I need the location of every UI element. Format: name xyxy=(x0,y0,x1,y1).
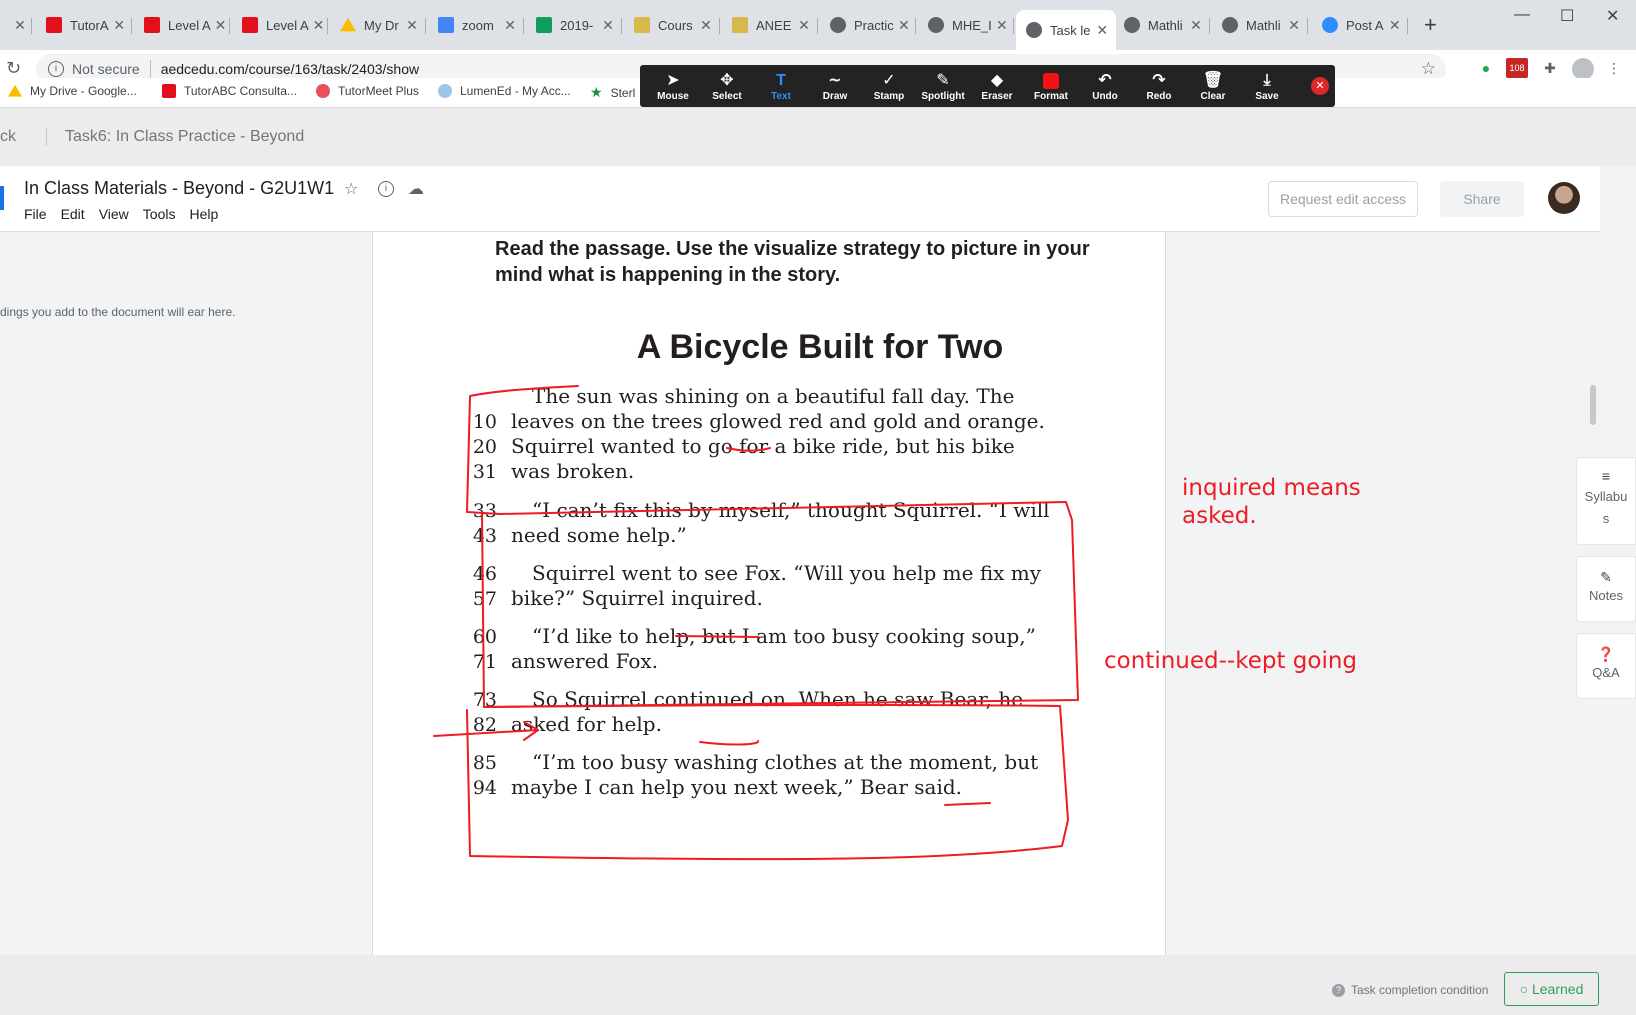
notes-button[interactable] xyxy=(1576,556,1636,622)
mouse-icon: ➤ xyxy=(666,71,680,89)
tab-title: My Dr xyxy=(364,17,399,33)
story-title: A Bicycle Built for Two xyxy=(636,328,1004,366)
globe-icon xyxy=(928,17,944,33)
passage-line xyxy=(453,624,1036,648)
maximize-icon[interactable]: ☐ xyxy=(1560,8,1575,25)
annotate-tool-undo[interactable] xyxy=(1078,71,1132,102)
tool-label: Save xyxy=(1255,90,1279,102)
share-button[interactable]: Share xyxy=(1440,181,1524,217)
qa-button[interactable] xyxy=(1576,633,1636,699)
avatar[interactable] xyxy=(1548,182,1580,214)
note-line: inquired means xyxy=(1182,475,1361,501)
close-tab-icon[interactable]: ✕ xyxy=(798,16,810,33)
stamp-icon: ✓ xyxy=(882,71,896,89)
browser-tab-strip xyxy=(0,0,1636,50)
line-text: answered Fox. xyxy=(511,649,659,673)
close-tab-icon[interactable]: ✕ xyxy=(996,16,1008,33)
tab-title: Cours xyxy=(658,17,693,33)
tab-separator xyxy=(1307,18,1308,34)
passage-line xyxy=(453,750,1038,774)
document-title[interactable]: In Class Materials - Beyond - G2U1W1 xyxy=(24,178,335,198)
document-body xyxy=(0,232,1600,955)
tutorabc-icon xyxy=(46,17,62,33)
line-number: 85 xyxy=(472,752,497,774)
document-menu xyxy=(24,206,218,222)
tab-8[interactable] xyxy=(820,10,916,40)
task-footer xyxy=(0,955,1636,1015)
tab-7[interactable] xyxy=(722,10,818,40)
tab-4[interactable] xyxy=(428,10,524,40)
annotate-tool-clear[interactable] xyxy=(1186,71,1240,102)
close-tab-icon[interactable]: ✕ xyxy=(214,16,227,33)
globe-icon xyxy=(830,17,846,33)
annotate-tool-text[interactable] xyxy=(754,71,808,102)
pencil-icon: ✎ xyxy=(1600,569,1612,585)
line-text: So Squirrel continued on. When he saw Bear, he xyxy=(532,687,1024,711)
passage-line xyxy=(453,712,662,736)
star-icon: ★ xyxy=(590,84,603,100)
tab-title: Level A xyxy=(168,17,211,33)
passage-line xyxy=(453,523,687,547)
course-icon xyxy=(634,17,650,33)
google-drive-icon xyxy=(8,84,22,98)
passage-line xyxy=(453,649,658,673)
tool-label: Redo xyxy=(1146,90,1172,102)
annotate-tool-select[interactable] xyxy=(700,71,754,102)
circle-icon: ○ xyxy=(1519,981,1529,997)
tab-separator xyxy=(229,18,230,34)
tutorabc-icon xyxy=(162,84,176,98)
reload-icon[interactable]: ↻ xyxy=(6,58,22,78)
tool-label: Draw xyxy=(822,90,848,102)
note-line: asked. xyxy=(1182,503,1257,529)
line-number: 43 xyxy=(472,525,497,547)
bookmark-tutormeet[interactable] xyxy=(316,84,419,98)
docs-logo-icon[interactable] xyxy=(0,186,4,210)
line-text: “I’d like to help, but I am too busy cooking soup,” xyxy=(532,624,1036,648)
tab-separator xyxy=(131,18,132,34)
format-icon xyxy=(1043,73,1059,89)
passage-line xyxy=(453,498,1050,522)
close-tab-icon[interactable]: ✕ xyxy=(602,16,614,33)
star-icon[interactable]: ☆ xyxy=(344,181,359,198)
extensions-icon[interactable]: ✚ xyxy=(1544,59,1556,76)
passage-line xyxy=(453,775,962,799)
tutorabc-icon xyxy=(144,17,160,33)
line-text: leaves on the trees glowed red and gold and orange. xyxy=(511,409,1045,433)
extension-badge: 108 xyxy=(1509,63,1525,73)
tab-partial[interactable] xyxy=(0,10,32,40)
annotate-tool-save[interactable] xyxy=(1240,71,1294,102)
document-page xyxy=(372,232,1166,955)
google-docs-icon xyxy=(438,17,454,33)
line-number: 57 xyxy=(472,588,497,610)
tool-label: Text xyxy=(771,90,791,102)
bookmark-label: LumenEd - My Acc... xyxy=(460,84,571,98)
tool-label: Eraser xyxy=(981,90,1013,102)
completion-label: Task completion condition xyxy=(1351,983,1489,997)
task-completion-condition[interactable] xyxy=(1332,983,1488,997)
passage-line xyxy=(453,384,1014,408)
tab-title: Post A xyxy=(1346,17,1384,33)
line-number: 10 xyxy=(472,411,497,433)
tab-6[interactable] xyxy=(624,10,720,40)
line-text: maybe I can help you next week,” Bear said. xyxy=(511,775,963,799)
bookmark-label: TutorMeet Plus xyxy=(338,84,419,98)
outline-hint: dings you add to the document will ear here. xyxy=(0,305,236,319)
tool-label: Undo xyxy=(1092,90,1118,102)
chrome-menu-icon[interactable]: ⋮ xyxy=(1607,59,1621,76)
tab-title: MHE_I xyxy=(952,17,992,33)
menu-view[interactable]: View xyxy=(98,206,129,222)
help-icon: ? xyxy=(1332,984,1345,997)
line-number: 71 xyxy=(472,651,497,673)
cloud-status-icon[interactable]: ☁ xyxy=(408,181,424,198)
tab-2[interactable] xyxy=(232,10,328,40)
redo-icon: ↷ xyxy=(1152,71,1166,89)
tool-label: Stamp xyxy=(873,90,905,102)
bookmark-lumened[interactable] xyxy=(438,84,571,98)
save-icon: ⤓ xyxy=(1263,71,1271,89)
eraser-icon: ◆ xyxy=(990,71,1004,89)
tab-1[interactable] xyxy=(134,10,230,40)
tab-separator xyxy=(425,18,426,34)
globe-icon xyxy=(1222,17,1238,33)
learned-label: Learned xyxy=(1531,981,1584,997)
syllabus-label: Syllabus xyxy=(1584,489,1628,526)
annotate-tool-format[interactable] xyxy=(1024,71,1078,102)
tutormeet-icon xyxy=(316,84,330,98)
tool-label: Mouse xyxy=(657,90,689,102)
line-text: need some help.” xyxy=(511,523,687,547)
annotate-tool-draw[interactable] xyxy=(808,71,862,102)
bookmark-tutorabc[interactable] xyxy=(162,84,297,98)
tab-11[interactable] xyxy=(1114,10,1210,40)
bookmark-label: Sterl xyxy=(610,85,636,100)
line-text: The sun was shining on a beautiful fall day. The xyxy=(532,384,1015,408)
task-header xyxy=(0,108,1636,166)
line-text: bike?” Squirrel inquired. xyxy=(511,586,763,610)
google-drive-icon xyxy=(340,17,356,33)
profile-icon[interactable] xyxy=(1572,58,1594,80)
tool-label: Clear xyxy=(1200,90,1226,102)
evernote-icon[interactable]: ● xyxy=(1481,60,1491,76)
tab-separator xyxy=(915,18,916,34)
passage-line xyxy=(453,586,763,610)
close-tab-icon[interactable]: ✕ xyxy=(700,16,712,33)
close-tab-icon[interactable]: ✕ xyxy=(113,16,126,33)
tab-10[interactable] xyxy=(1016,10,1116,50)
bookmark-label: My Drive - Google... xyxy=(30,84,137,98)
lumened-icon xyxy=(438,84,452,98)
tab-12[interactable] xyxy=(1212,10,1308,40)
line-text: asked for help. xyxy=(511,712,662,736)
info-icon[interactable]: i xyxy=(48,61,64,77)
annotation-note-continued: continued--kept going xyxy=(1104,648,1358,674)
close-tab-icon[interactable]: ✕ xyxy=(312,16,325,33)
tab-separator xyxy=(523,18,524,34)
tab-separator xyxy=(1407,18,1408,34)
minimize-icon[interactable]: — xyxy=(1514,6,1530,23)
passage-line xyxy=(453,459,634,483)
header-divider xyxy=(46,128,47,146)
qa-label: Q&A xyxy=(1592,665,1620,680)
annotation-note-inquired xyxy=(1182,474,1361,530)
tab-separator xyxy=(1209,18,1210,34)
line-number: 73 xyxy=(472,689,497,711)
passage-line xyxy=(453,434,1015,458)
undo-icon: ↶ xyxy=(1098,71,1112,89)
line-number: 94 xyxy=(472,777,497,799)
clear-icon: 🗑 xyxy=(1202,71,1224,89)
passage-line xyxy=(453,409,1045,433)
annotate-tool-mouse[interactable] xyxy=(646,71,700,102)
tab-title: 2019- xyxy=(560,17,594,33)
menu-icon: ≡ xyxy=(1601,468,1611,484)
tutorabc-icon xyxy=(242,17,258,33)
tool-label: Spotlight xyxy=(921,90,965,102)
tab-5[interactable] xyxy=(526,10,622,40)
close-tab-icon[interactable]: ✕ xyxy=(504,16,516,33)
line-text: “I’m too busy washing clothes at the moment, but xyxy=(532,750,1039,774)
menu-tools[interactable]: Tools xyxy=(142,206,176,222)
tab-title: Mathli xyxy=(1148,17,1183,33)
tab-separator xyxy=(327,18,328,34)
annotate-tool-stamp[interactable] xyxy=(862,71,916,102)
calendar-extension-icon[interactable] xyxy=(1506,58,1528,78)
bookmark-my-drive[interactable] xyxy=(8,84,137,98)
close-tab-icon[interactable]: ✕ xyxy=(14,16,26,33)
zoom-icon xyxy=(1322,17,1338,33)
course-icon xyxy=(732,17,748,33)
document-header xyxy=(0,166,1600,232)
tab-separator xyxy=(621,18,622,34)
bookmark-star-icon[interactable]: ☆ xyxy=(1420,59,1436,78)
line-number: 31 xyxy=(472,461,497,483)
line-number: 33 xyxy=(472,500,497,522)
tab-title: Task le xyxy=(1050,22,1091,38)
url-text[interactable]: aedcedu.com/course/163/task/2403/show xyxy=(160,61,420,77)
select-icon: ✥ xyxy=(720,71,734,89)
close-tab-icon[interactable]: ✕ xyxy=(1288,16,1300,33)
address-divider xyxy=(150,60,151,78)
annotate-tool-redo[interactable] xyxy=(1132,71,1186,102)
notes-label: Notes xyxy=(1589,588,1623,603)
close-annotate-icon[interactable]: ✕ xyxy=(1311,77,1329,95)
line-number: 46 xyxy=(472,563,497,585)
line-text: Squirrel went to see Fox. “Will you help me fix my xyxy=(532,561,1042,585)
menu-edit[interactable]: Edit xyxy=(60,206,85,222)
close-tab-icon[interactable]: ✕ xyxy=(406,16,418,33)
learned-button[interactable] xyxy=(1504,972,1599,1006)
line-number: 82 xyxy=(472,714,497,736)
tab-separator xyxy=(1013,18,1014,34)
scrollbar-thumb[interactable] xyxy=(1590,385,1596,425)
passage-line xyxy=(453,687,1023,711)
draw-icon: ∼ xyxy=(828,71,842,89)
question-icon: ❓ xyxy=(1597,646,1615,662)
globe-icon xyxy=(1026,22,1042,38)
tool-label: Format xyxy=(1034,90,1068,102)
line-text: Squirrel wanted to go for a bike ride, but his bike xyxy=(511,434,1015,458)
tab-title: TutorA xyxy=(70,17,109,33)
new-tab-button[interactable]: + xyxy=(1424,12,1437,37)
close-window-icon[interactable]: ✕ xyxy=(1606,8,1620,25)
tab-title: Practic xyxy=(854,17,894,33)
menu-file[interactable]: File xyxy=(24,206,47,222)
annotate-tool-spotlight[interactable] xyxy=(916,71,970,102)
annotate-toolbar xyxy=(640,65,1335,107)
syllabus-button[interactable] xyxy=(1576,457,1636,545)
info-icon[interactable]: i xyxy=(378,181,394,197)
google-sheets-icon xyxy=(536,17,552,33)
tab-separator xyxy=(719,18,720,34)
bookmark-sterl[interactable] xyxy=(590,84,635,101)
globe-icon xyxy=(1124,17,1140,33)
tab-separator xyxy=(817,18,818,34)
tool-label: Select xyxy=(712,90,742,102)
tab-9[interactable] xyxy=(918,10,1014,40)
close-tab-icon[interactable]: ✕ xyxy=(898,16,910,33)
annotate-tool-eraser[interactable] xyxy=(970,71,1024,102)
close-tab-icon[interactable]: ✕ xyxy=(1388,16,1401,33)
menu-help[interactable]: Help xyxy=(189,206,219,222)
tab-title: Mathli xyxy=(1246,17,1281,33)
passage-instruction: Read the passage. Use the visualize strategy to picture in your mind what is happening in the story. xyxy=(495,238,1090,286)
tab-separator xyxy=(31,18,32,34)
close-tab-icon[interactable]: ✕ xyxy=(1190,16,1202,33)
tab-0[interactable] xyxy=(36,10,132,40)
close-tab-icon[interactable]: ✕ xyxy=(1096,21,1109,38)
text-icon: T xyxy=(776,71,786,89)
request-edit-access-button[interactable]: Request edit access xyxy=(1268,181,1418,217)
task-title: Task6: In Class Practice - Beyond xyxy=(65,128,305,145)
line-number: 60 xyxy=(472,626,497,648)
line-text: was broken. xyxy=(511,459,635,483)
passage-line xyxy=(453,561,1041,585)
tab-3[interactable] xyxy=(330,10,426,40)
back-link[interactable]: ck xyxy=(0,128,16,145)
tab-title: Level A xyxy=(266,17,309,33)
tab-title: ANEE xyxy=(756,17,792,33)
line-text: “I can’t fix this by myself,” thought Squirrel. “I will xyxy=(532,498,1050,522)
line-number: 20 xyxy=(472,436,497,458)
security-label: Not secure xyxy=(72,61,140,77)
spotlight-icon: ✎ xyxy=(936,71,950,89)
tab-title: zoom xyxy=(462,17,494,33)
bookmark-label: TutorABC Consulta... xyxy=(184,84,297,98)
tab-13[interactable] xyxy=(1312,10,1408,40)
